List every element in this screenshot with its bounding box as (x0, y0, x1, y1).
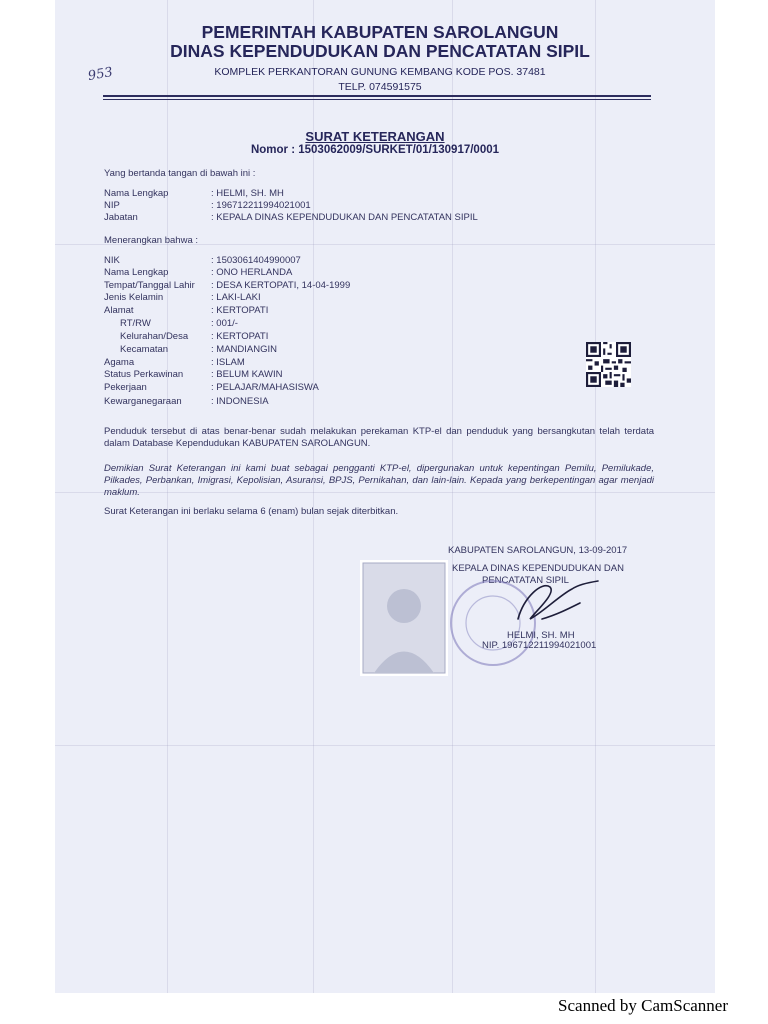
field-label: NIK (104, 255, 120, 266)
field-value: : BELUM KAWIN (211, 369, 283, 380)
field-value: : KEPALA DINAS KEPENDUDUKAN DAN PENCATATAN SIPIL (211, 212, 478, 223)
header-rule-thin (103, 99, 651, 100)
field-label: Nama Lengkap (104, 267, 169, 278)
signer-nip: NIP. 196712211994021001 (482, 640, 597, 651)
field-value: : DESA KERTOPATI, 14-04-1999 (211, 280, 351, 291)
field-label: Kewarganegaraan (104, 396, 182, 407)
field-value: : INDONESIA (211, 396, 269, 407)
signature-place-date: KABUPATEN SAROLANGUN, 13-09-2017 (448, 545, 628, 556)
field-value: : 196712211994021001 (211, 200, 311, 211)
signature-position-line1: KEPALA DINAS KEPENDUDUKAN DAN (452, 563, 624, 574)
photo-placeholder-icon (360, 560, 448, 676)
field-value: : KERTOPATI (211, 331, 269, 342)
field-label: RT/RW (120, 318, 151, 329)
header-address: KOMPLEK PERKANTORAN GUNUNG KEMBANG KODE POS. 37481 (214, 66, 546, 78)
header-agency: DINAS KEPENDUDUKAN DAN PENCATATAN SIPIL (170, 41, 590, 61)
field-value: : 001/- (211, 318, 238, 329)
field-label: Status Perkawinan (104, 369, 184, 380)
document-title: SURAT KETERANGAN (305, 129, 445, 144)
qr-code (586, 342, 631, 387)
field-value: : ISLAM (211, 357, 245, 368)
document-number: Nomor : 1503062009/SURKET/01/130917/0001 (250, 144, 500, 156)
paragraph-recording: Penduduk tersebut di atas benar-benar sudah melakukan perekaman KTP-el dan penduduk yang bersangkutan telah terdata dalam Database Kependudukan KABUPATEN SAROLANGUN. (104, 426, 654, 449)
paragraph-purpose: Demikian Surat Keterangan ini kami buat sebagai pengganti KTP-el, dipergunakan untuk kepentingan Pemilu, Pemilukade, Pilkades, Perbankan, Imigrasi, Kepolisian, Asuransi, BPJS, Pernikahan, dan lain-lain. Kepada yang berkepentingan agar menjadi maklum. (104, 463, 654, 498)
handwritten-number: 953 (86, 64, 114, 85)
signer-name: HELMI, SH. MH (507, 630, 575, 641)
field-label: Jenis Kelamin (104, 292, 164, 303)
field-label: Jabatan (104, 212, 138, 223)
field-label: Nama Lengkap (104, 188, 169, 199)
field-value: : 1503061404990007 (211, 255, 301, 266)
declares-text: Menerangkan bahwa : (104, 235, 199, 246)
header-rule (103, 95, 651, 97)
scanner-watermark: Scanned by CamScanner (558, 996, 728, 1015)
field-value: : ONO HERLANDA (211, 267, 293, 278)
signature-position-line2: PENCATATAN SIPIL (482, 575, 569, 586)
field-value: : KERTOPATI (211, 305, 269, 316)
id-photo (360, 560, 448, 676)
field-label: Pekerjaan (104, 382, 147, 393)
field-label: Agama (104, 357, 135, 368)
header-government: PEMERINTAH KABUPATEN SAROLANGUN (201, 22, 559, 42)
field-label: Kecamatan (120, 344, 169, 355)
field-label: NIP (104, 200, 120, 211)
fold-line (55, 745, 715, 746)
field-label: Kelurahan/Desa (120, 331, 189, 342)
paragraph-validity: Surat Keterangan ini berlaku selama 6 (enam) bulan sejak diterbitkan. (104, 506, 399, 517)
field-value: : MANDIANGIN (211, 344, 277, 355)
field-value: : PELAJAR/MAHASISWA (211, 382, 319, 393)
intro-text: Yang bertanda tangan di bawah ini : (104, 168, 256, 179)
header-phone: TELP. 074591575 (338, 81, 422, 93)
field-label: Alamat (104, 305, 134, 316)
field-value: : LAKI-LAKI (211, 292, 261, 303)
signature-scribble-icon (480, 575, 605, 635)
field-value: : HELMI, SH. MH (211, 188, 284, 199)
field-label: Tempat/Tanggal Lahir (104, 280, 195, 291)
